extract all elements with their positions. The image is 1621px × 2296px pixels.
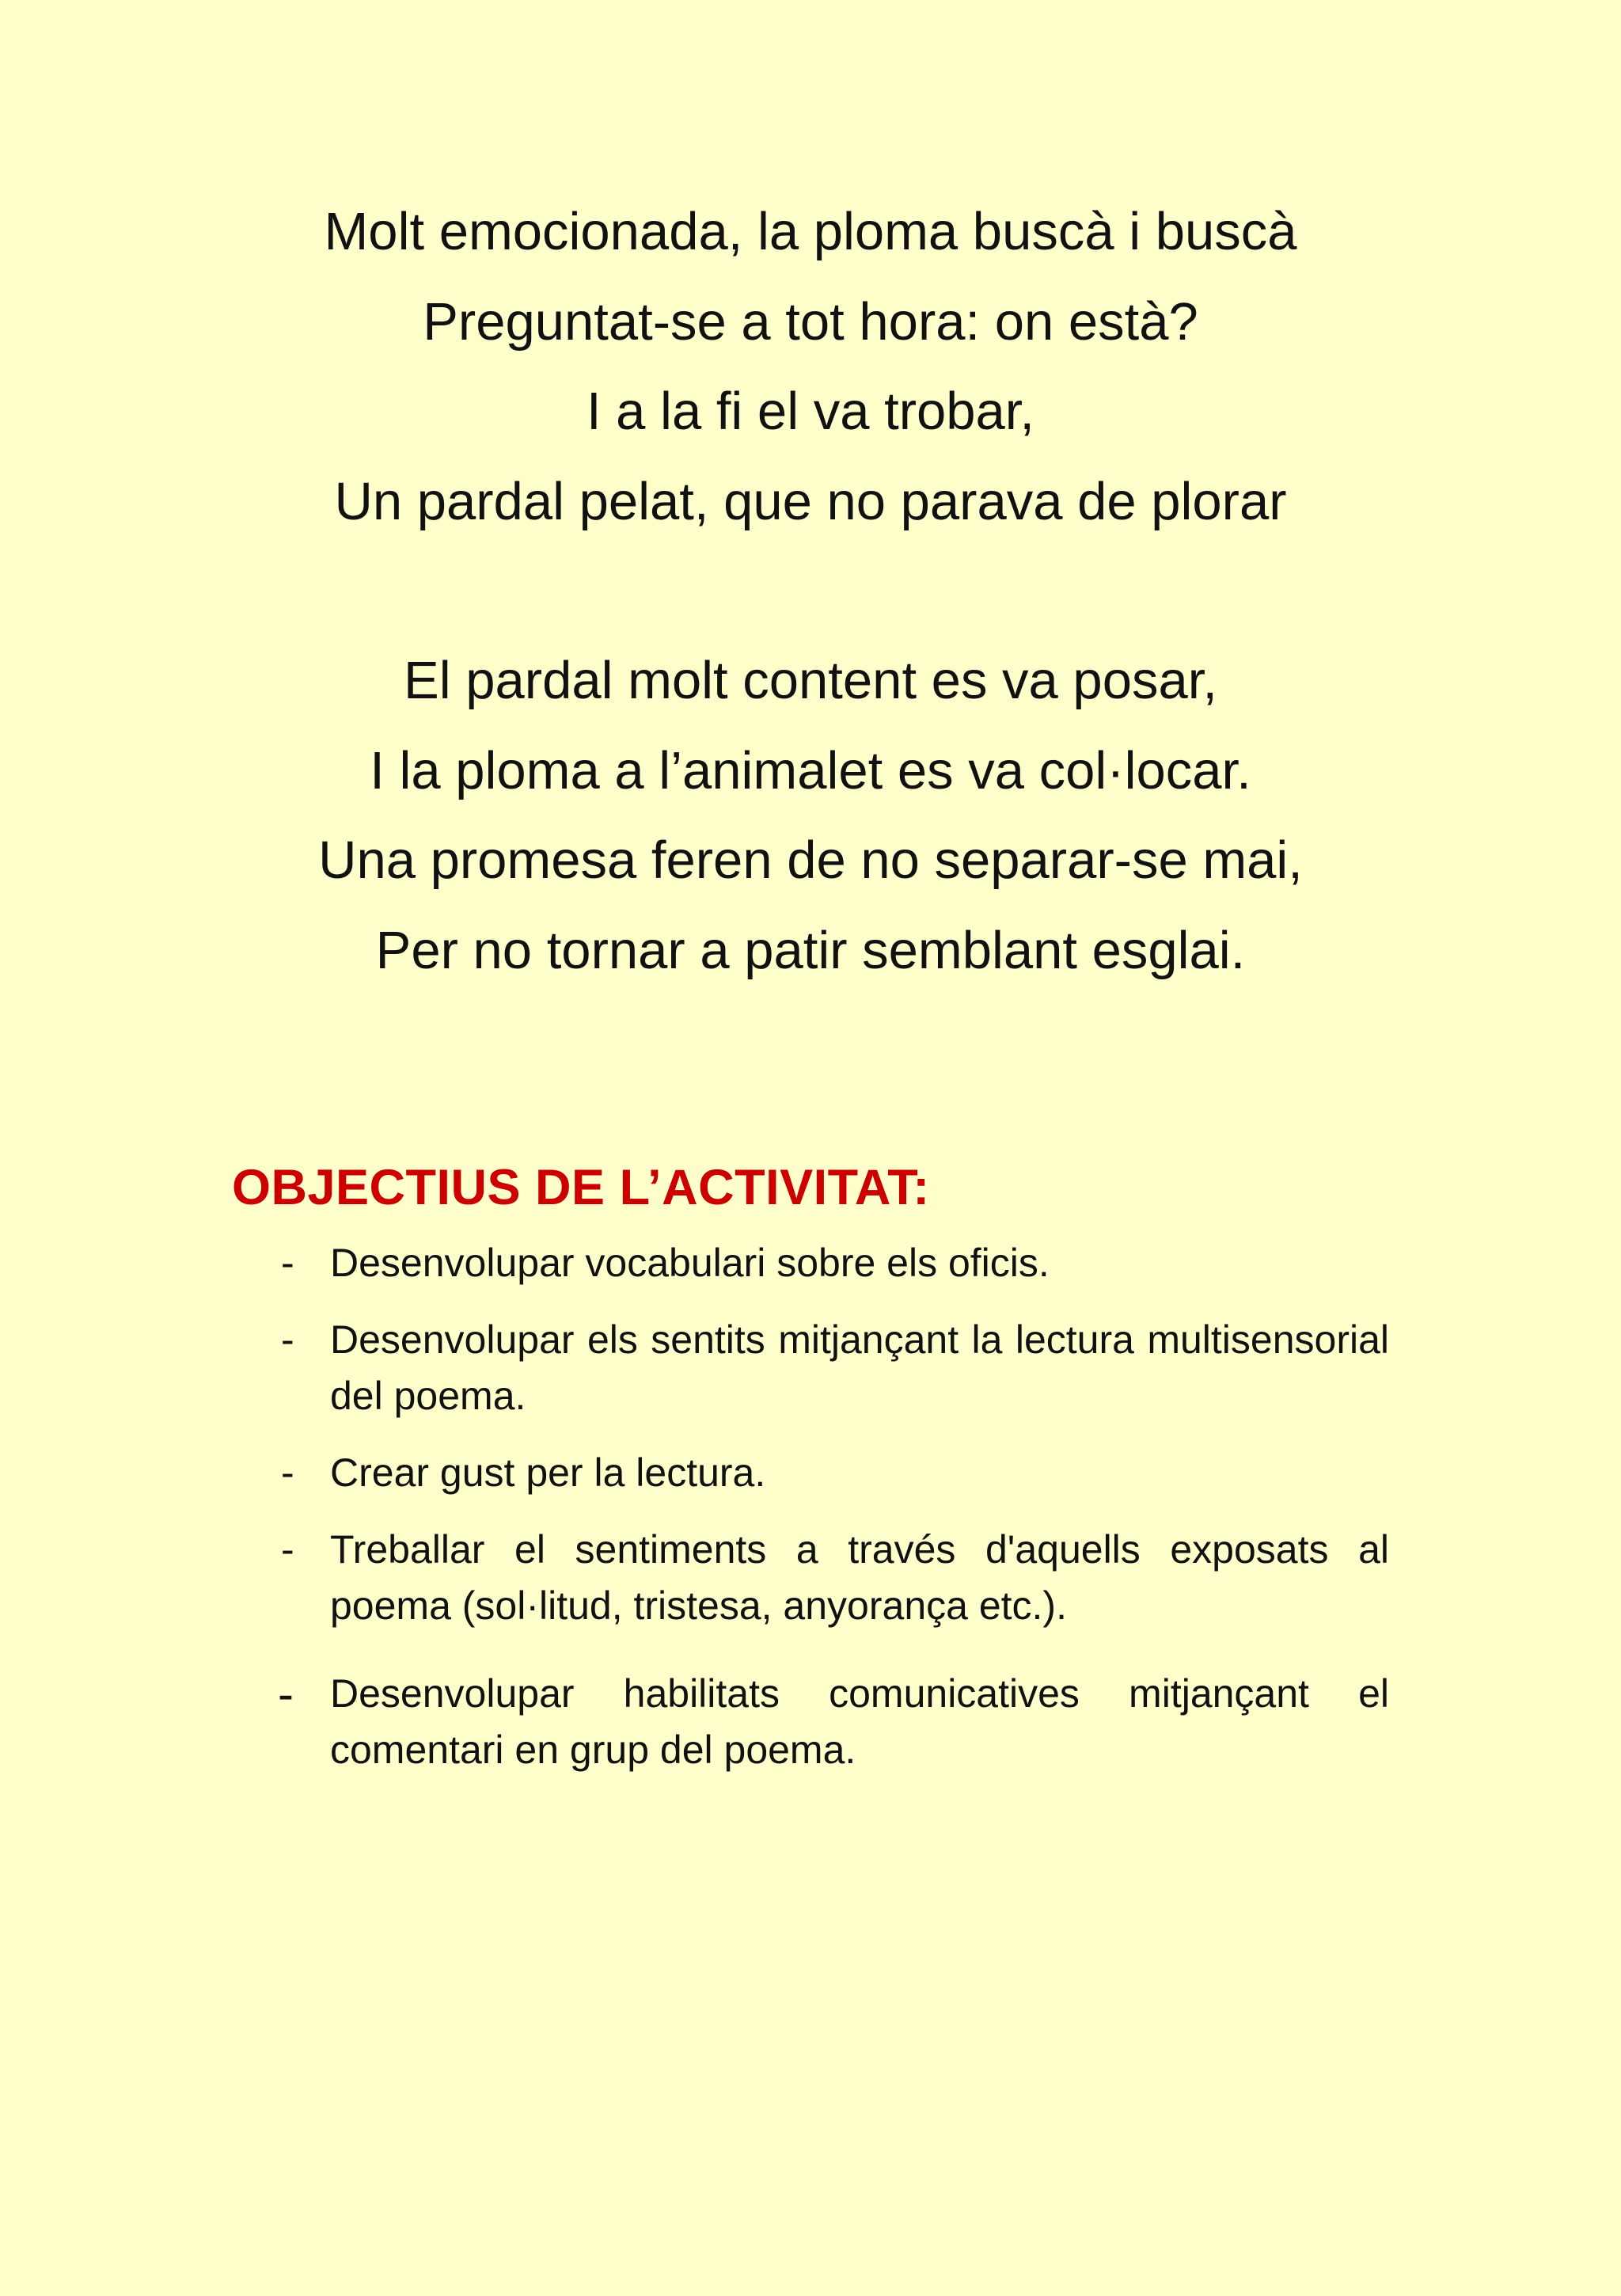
- dash-bullet: -: [278, 1667, 294, 1720]
- objective-item: [232, 1312, 1389, 1424]
- dash-bullet: -: [281, 1241, 294, 1285]
- objectives-list: [232, 1235, 1389, 1778]
- poem-verse: I la ploma a l’animalet es va col·locar.: [370, 740, 1251, 800]
- objective-text: Desenvolupar habilitats comunicatives mitjançant el comentari en grup del poema.: [330, 1671, 1389, 1772]
- poem-verse: Un pardal pelat, que no parava de plorar: [334, 471, 1287, 531]
- poem-verse: Una promesa feren de no separar-se mai,: [318, 831, 1303, 890]
- objective-text: Crear gust per la lectura.: [330, 1450, 766, 1495]
- objective-item: [232, 1445, 1389, 1501]
- poem-stanza-2: [0, 636, 1621, 995]
- objective-text: Treballar el sentiments a través d'aquells exposats al poema (sol·litud, tristesa, anyorança etc.).: [330, 1527, 1389, 1628]
- poem-verse: Molt emocionada, la ploma buscà i buscà: [324, 202, 1297, 261]
- poem-verse: El pardal molt content es va posar,: [404, 651, 1217, 710]
- poem: [0, 187, 1621, 995]
- objective-text: Desenvolupar els sentits mitjançant la lectura multisensorial del poema.: [330, 1317, 1389, 1418]
- objective-item: [232, 1666, 1389, 1778]
- objective-text: Desenvolupar vocabulari sobre els oficis.: [330, 1241, 1050, 1285]
- objective-item: [232, 1522, 1389, 1634]
- poem-verse: Preguntat-se a tot hora: on està?: [423, 291, 1198, 352]
- poem-stanza-1: [0, 187, 1621, 546]
- objectives-heading: OBJECTIUS DE L’ACTIVITAT:: [232, 1160, 930, 1215]
- objectives-section: [232, 1156, 1389, 1799]
- objective-item: [232, 1235, 1389, 1291]
- poem-verse: Per no tornar a patir semblant esglai.: [375, 920, 1246, 980]
- dash-bullet: -: [281, 1317, 294, 1362]
- dash-bullet: -: [281, 1527, 294, 1572]
- dash-bullet: -: [281, 1450, 294, 1495]
- poem-verse: I a la fi el va trobar,: [586, 382, 1035, 441]
